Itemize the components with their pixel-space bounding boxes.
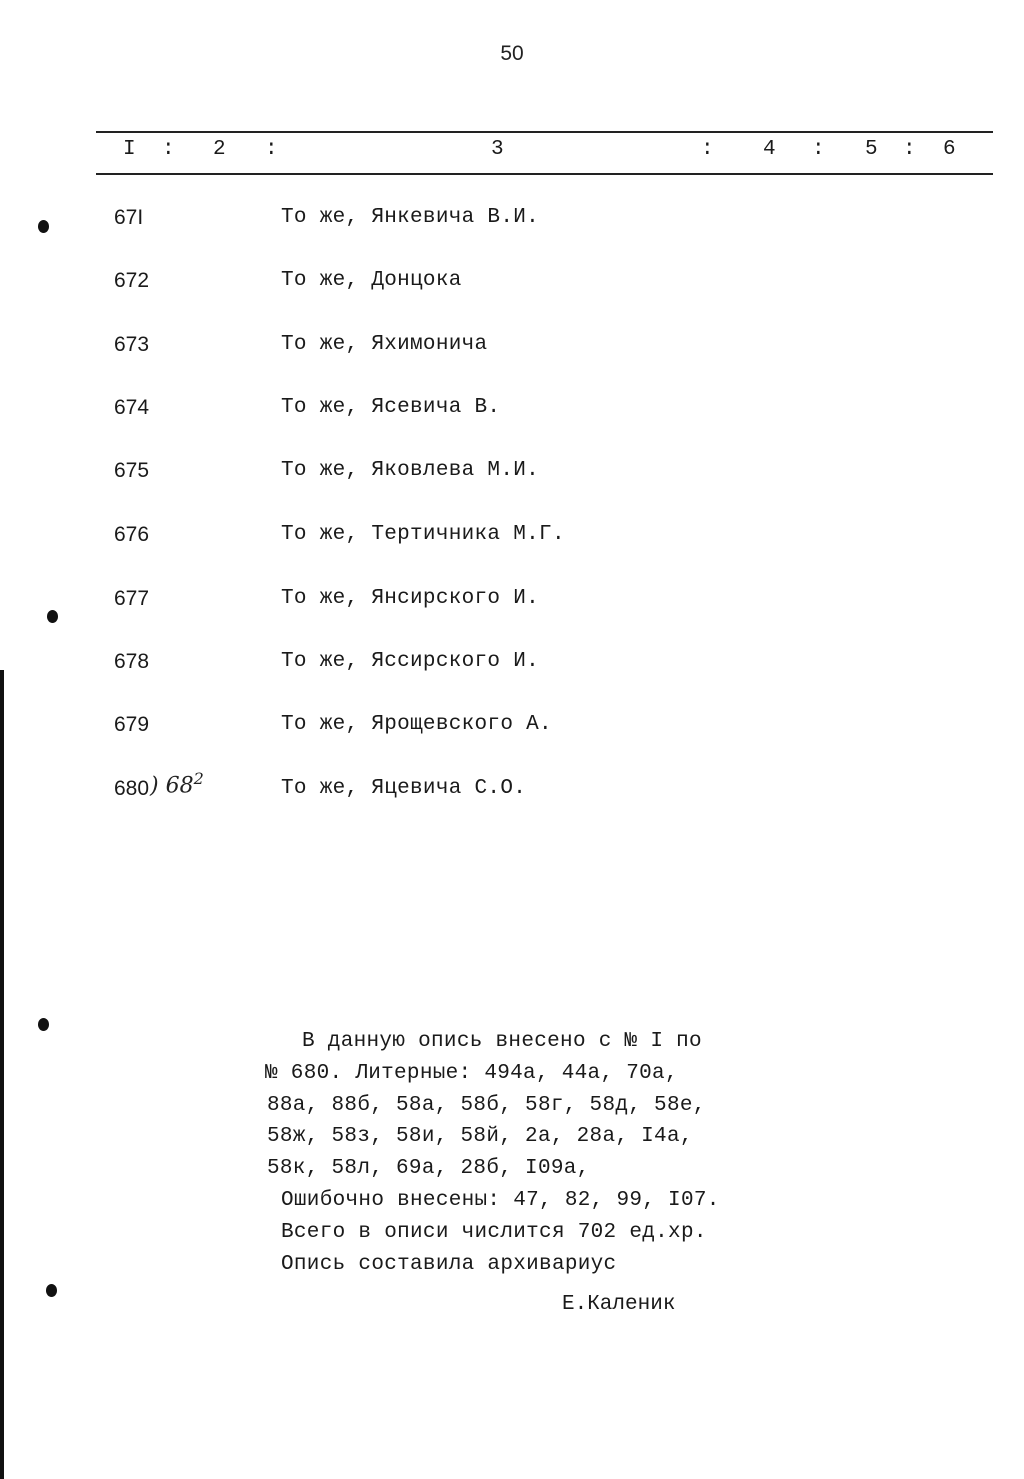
header-separator: : bbox=[701, 138, 714, 161]
header-separator: : bbox=[162, 138, 175, 161]
summary-line: В данную опись внесено с № I по bbox=[302, 1030, 702, 1053]
table-row bbox=[0, 587, 1024, 627]
handwritten-note: ) 68 bbox=[150, 773, 194, 799]
item-number: 680 bbox=[114, 777, 150, 800]
summary-line: Всего в описи числится 702 ед.хр. bbox=[281, 1221, 707, 1244]
item-description: То же, Янкевича В.И. bbox=[281, 206, 540, 229]
summary-line: Опись составила архивариус bbox=[281, 1253, 617, 1276]
item-description: То же, Тертичника М.Г. bbox=[281, 523, 565, 546]
handwritten-correction bbox=[150, 769, 204, 798]
summary-line: Ошибочно внесены: 47, 82, 99, I07. bbox=[281, 1189, 720, 1212]
summary-line: 58ж, 58з, 58и, 58й, 2а, 28а, I4а, bbox=[267, 1125, 693, 1148]
table-row bbox=[0, 713, 1024, 753]
item-description: То же, Донцока bbox=[281, 269, 462, 292]
punch-hole-mark bbox=[46, 1284, 57, 1297]
item-number: 679 bbox=[114, 713, 150, 736]
table-row bbox=[0, 396, 1024, 436]
item-description: То же, Ярощевского А. bbox=[281, 713, 552, 736]
handwritten-superscript: 2 bbox=[193, 769, 204, 788]
item-number: 677 bbox=[114, 587, 150, 610]
summary-line: № 680. Литерные: 494а, 44а, 70а, bbox=[265, 1062, 678, 1085]
table-row bbox=[0, 269, 1024, 309]
table-row bbox=[0, 650, 1024, 690]
table-row bbox=[0, 459, 1024, 499]
table-row bbox=[0, 769, 1024, 817]
table-header-bottom-rule bbox=[96, 173, 993, 175]
header-col-2: 2 bbox=[213, 138, 226, 161]
table-header bbox=[0, 138, 1024, 168]
item-description: То же, Яковлева М.И. bbox=[281, 459, 540, 482]
table-row bbox=[0, 206, 1024, 246]
item-number: 673 bbox=[114, 333, 150, 356]
item-description: То же, Ясевича В. bbox=[281, 396, 501, 419]
item-description: То же, Яхимонича bbox=[281, 333, 488, 356]
item-number: 676 bbox=[114, 523, 150, 546]
header-separator: : bbox=[265, 138, 278, 161]
item-description: То же, Янсирского И. bbox=[281, 587, 540, 610]
summary-line: 58к, 58л, 69а, 28б, I09а, bbox=[267, 1157, 590, 1180]
page-number: 50 bbox=[500, 42, 524, 65]
item-description: То же, Яцевича С.О. bbox=[281, 777, 527, 800]
item-number: 678 bbox=[114, 650, 150, 673]
header-col-4: 4 bbox=[763, 138, 776, 161]
table-row bbox=[0, 333, 1024, 373]
summary-line: 88а, 88б, 58а, 58б, 58г, 58д, 58е, bbox=[267, 1094, 706, 1117]
header-separator: : bbox=[812, 138, 825, 161]
item-number: 674 bbox=[114, 396, 150, 419]
header-col-5: 5 bbox=[865, 138, 878, 161]
item-number: 672 bbox=[114, 269, 150, 292]
item-description: То же, Яссирского И. bbox=[281, 650, 540, 673]
header-col-1: I bbox=[123, 138, 136, 161]
header-col-6: 6 bbox=[943, 138, 956, 161]
header-col-3: 3 bbox=[491, 138, 504, 161]
header-separator: : bbox=[903, 138, 916, 161]
table-header-top-rule bbox=[96, 131, 993, 133]
item-number: 675 bbox=[114, 459, 150, 482]
item-number: 67I bbox=[114, 206, 144, 229]
signature: Е.Каленик bbox=[562, 1293, 676, 1316]
table-row bbox=[0, 523, 1024, 563]
punch-hole-mark bbox=[38, 1018, 49, 1031]
